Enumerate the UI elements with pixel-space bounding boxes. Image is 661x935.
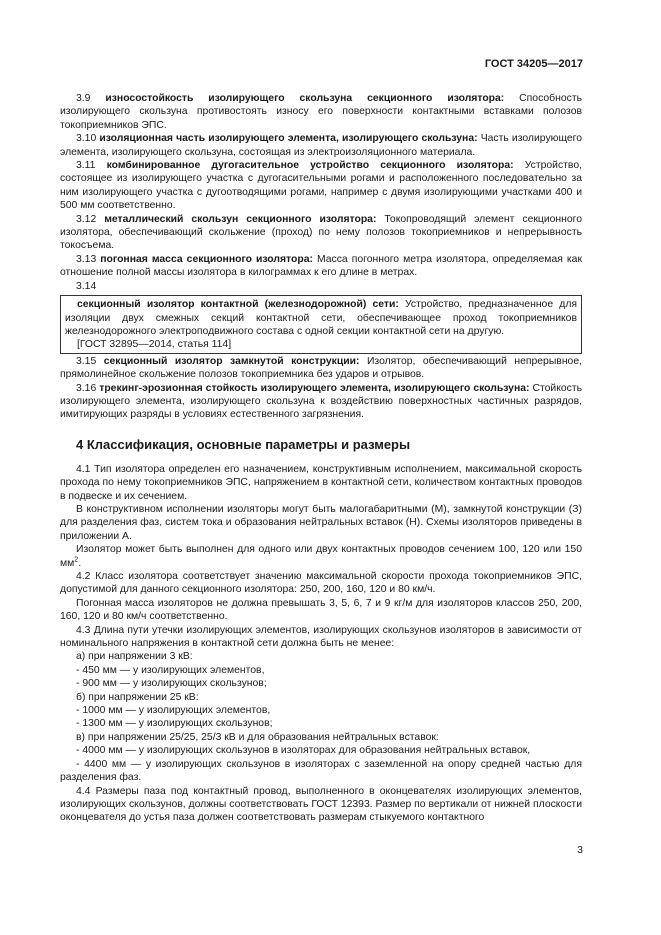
list-item: - 4400 мм — у изолирующих скользунов в изоляторах с заземленной на опору средней частью для разделения фаз. — [60, 758, 582, 784]
page-number: 3 — [577, 844, 583, 856]
term-title: секционный изолятор замкнутой конструкции: — [103, 355, 360, 367]
term-definition: Изолятор, обеспечивающий непрерывное, прямолинейное скольжение полозов токоприемника без ударов и отрывов. — [60, 355, 582, 381]
list-item: - 4000 мм — у изолирующих скользунов в изоляторах для образования нейтральных вставок, — [76, 745, 531, 757]
term-3-16: 3.16 трекинг-эрозионная стойкость изолирующего элемента, изолирующего скользуна: Стойкость изолирующего элемента, изолирующего скользуна к воздействию поверхностных частичных разрядов, имитирующих разряды в условиях естественного загрязнения. — [60, 382, 583, 421]
paragraph-4-3: 4.3 Длина пути утечки изолирующих элементов, изолирующих скользунов изоляторов в зависимости от номинального напряжения в контактной сети должна быть не менее: — [60, 624, 582, 650]
term-reference: [ГОСТ 32895—2014, статья 114] — [77, 339, 232, 351]
paragraph-4-2: 4.2 Класс изолятора соответствует значению максимальной скорости прохода токоприемников ЭПС, допустимой для данного секционного изолятора: 250, 200, 160, 120 и 80 км/ч. — [60, 571, 582, 596]
term-definition: Устройство, состоящее из изолирующего участка с дугогасительными рогами и расположенного последовательно за ним изолирующего участка с дугоотводящими рогами, например с двумя изолирующими участками 400 и 500 мм соответственно. — [60, 160, 582, 212]
term-3-14 — [65, 298, 577, 338]
term-title: металлический скользун секционного изолятора: — [104, 213, 377, 225]
page-content — [60, 92, 582, 825]
term-3-14-number: 3.14 — [76, 280, 97, 292]
term-3-10: 3.10 изоляционная часть изолирующего элемента, изолирующего скользуна: Часть изолирующего элемента, изолирующего скользуна, состоящая из электроизоляционного материала. — [60, 133, 583, 158]
term-definition: Способность изолирующего скользуна противостоять износу его поверхности контактными вставками полозов токоприемников ЭПС. — [60, 93, 583, 131]
list-item: б) при напряжении 25 кВ: — [76, 691, 199, 703]
list-item: - 450 мм — у изолирующих элементов, — [76, 664, 265, 676]
term-definition: Устройство, предназначенное для изоляции двух смежных секций контактной сети, обеспечивающее проход токоприемников железнодорожного электроподвижного состава с одной секции контактной сети на другую. — [65, 299, 578, 337]
term-title: комбинированное дугогасительное устройство секционного изолятора: — [106, 160, 514, 172]
term-3-11: 3.11 комбинированное дугогасительное устройство секционного изолятора: Устройство, состоящее из изолирующего участка с дугогасительными рогами и расположенного последовательно за ним изолирующего участка с дугоотводящими рогами, например с двумя изолирующими участками 400 и 500 мм соответственно. — [60, 160, 582, 212]
term-title: погонная масса секционного изолятора: — [100, 253, 313, 265]
term-definition: Масса погонного метра изолятора, определяемая как отношение полной массы изолятора в килограммах к его длине в метрах. — [60, 253, 582, 279]
term-3-12: 3.12 металлический скользун секционного изолятора: Токопроводящий элемент секционного изолятора, обеспечивающий скольжение (проход) по нему полозов токоприемников и непрерывность токосъема. — [60, 213, 583, 252]
document-header: ГОСТ 34205—2017 — [484, 58, 583, 70]
list-item: - 1000 мм — у изолирующих элементов, — [76, 705, 271, 717]
term-3-13: 3.13 погонная масса секционного изолятора: Масса погонного метра изолятора, определяемая как отношение полной массы изолятора в килограммах к его длине в метрах. — [60, 253, 582, 279]
term-title: трекинг-эрозионная стойкость изолирующего элемента, изолирующего скользуна: — [99, 382, 530, 394]
term-definition: Стойкость изолирующего элемента, изолирующего скользуна к воздействию поверхностных частичных разрядов, имитирующих разряды в условиях естественного загрязнения. — [60, 382, 583, 421]
term-title: секционный изолятор контактной (железнодорожной) сети: — [77, 299, 399, 311]
list-item: - 900 мм — у изолирующих скользунов; — [76, 678, 267, 690]
term-title: изоляционная часть изолирующего элемента, изолирующего скользуна: — [99, 133, 478, 145]
term-3-9: 3.9 износостойкость изолирующего скользуна секционного изолятора: Способность изолирующего скользуна противостоять износу его поверхности контактными вставками полозов токоприемников ЭПС. — [60, 93, 583, 131]
paragraph-wire-section: Изолятор может быть выполнен для одного или двух контактных проводов сечением 100, 120 или 150 $мм^2$. — [60, 544, 582, 569]
paragraph-4-4: 4.4 Размеры паза под контактный провод, выполненного в оконцевателях изолирующих элементов, изолирующих скользунов, должны соответствовать ГОСТ 12393. Размер по вертикали от нижней плоскости оконцевателя до устья паза должен соответствовать размерам стыкуемого контактного — [60, 785, 582, 824]
paragraph-linear-mass: Погонная масса изоляторов не должна превышать 3, 5, 6, 7 и 9 кг/м для изоляторов классов 250, 200, 160, 120 и 80 км/ч соответственно. — [60, 597, 582, 623]
section-4-heading: 4 Классификация, основные параметры и размеры — [76, 436, 411, 452]
list-item: в) при напряжении 25/25, 25/3 кВ и для образования нейтральных вставок: — [76, 731, 439, 743]
term-title: износостойкость изолирующего скользуна секционного изолятора: — [105, 93, 505, 104]
term-3-15: 3.15 секционный изолятор замкнутой конструкции: Изолятор, обеспечивающий непрерывное, прямолинейное скольжение полозов токоприемника без ударов и отрывов. — [60, 355, 582, 381]
paragraph-construction-types: В конструктивном исполнении изоляторы могут быть малогабаритными (М), замкнутой конструкции (З) для разделения фаз, систем тока и образования нейтральных вставок (Н). Схемы изоляторов приведены в приложении А. — [60, 503, 582, 542]
term-definition: Часть изолирующего элемента, изолирующего скользуна, состоящая из электроизоляционного материала. — [60, 133, 583, 158]
term-definition: Токопроводящий элемент секционного изолятора, обеспечивающий скольжение (проход) по нему полозов токоприемников и непрерывность токосъема. — [60, 213, 583, 252]
term-3-14-box — [60, 295, 582, 354]
paragraph-4-1: 4.1 Тип изолятора определен его назначением, конструктивным исполнением, максимальной скорость прохода по нему токоприемников ЭПС, напряжением в контактной сети, количеством контактных проводов в подвеске и их сечением. — [60, 463, 582, 502]
list-item: а) при напряжении 3 кВ: — [76, 651, 193, 663]
list-item: - 1300 мм — у изолирующих скользунов; — [76, 718, 273, 730]
